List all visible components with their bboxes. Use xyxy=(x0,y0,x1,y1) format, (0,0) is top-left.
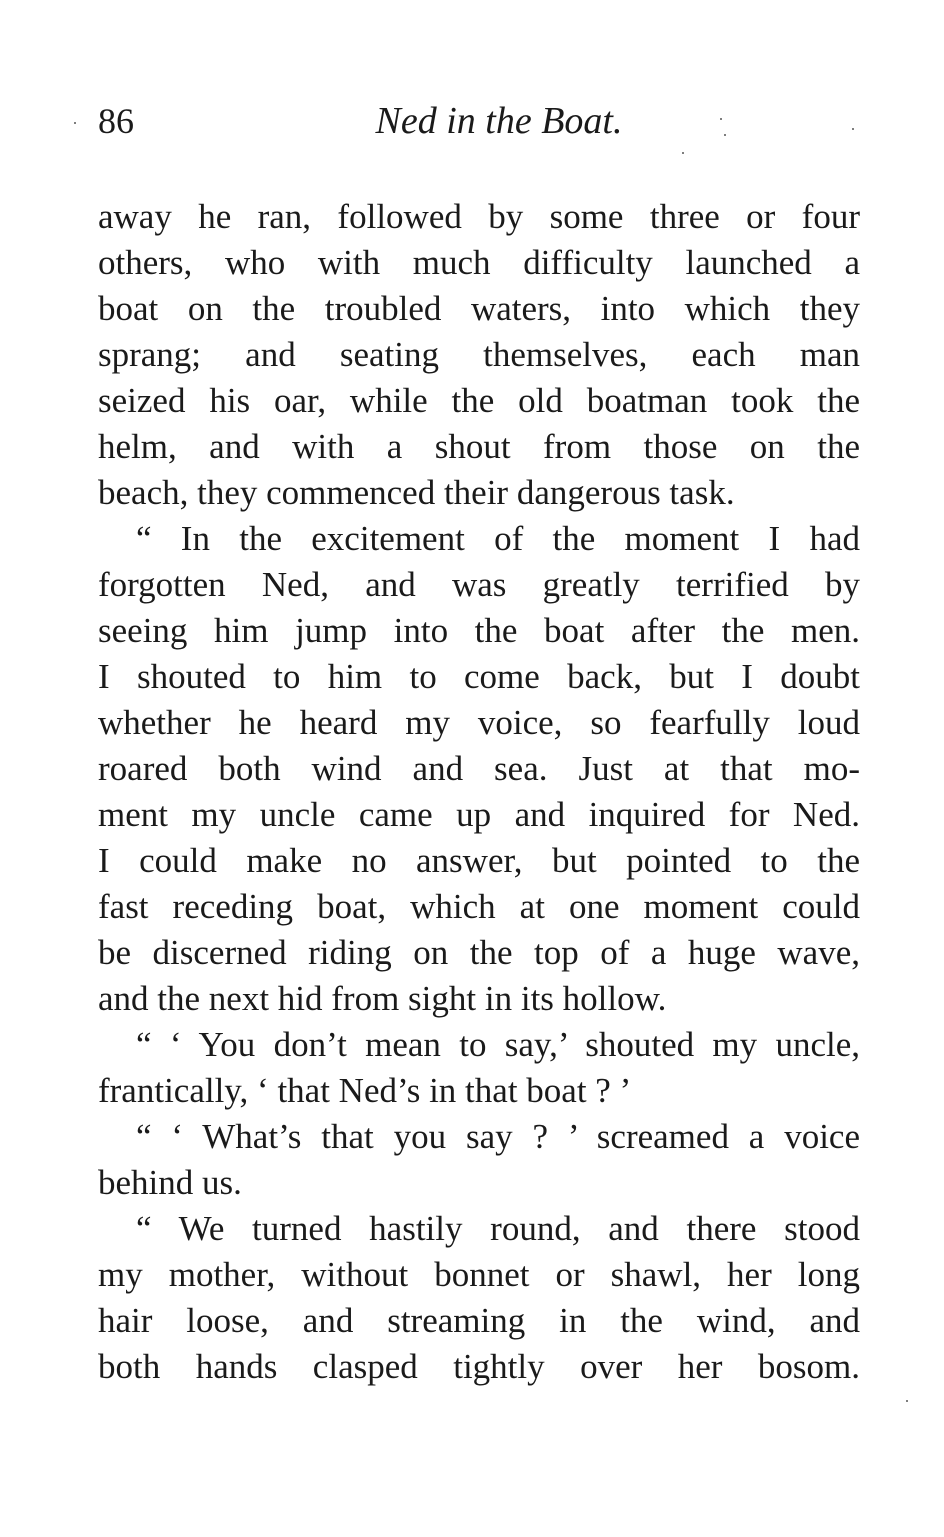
text-line: beach, they commenced their dangerous task. xyxy=(98,473,735,512)
text-line: both hands clasped tightly over her bosom. xyxy=(98,1347,860,1386)
text-line: seeing him jump into the boat after the men. xyxy=(98,611,860,650)
text-line: “ In the excitement of the moment I had xyxy=(136,519,860,558)
text-line: frantically, ‘ that Ned’s in that boat ? ’ xyxy=(98,1071,632,1110)
print-speck xyxy=(682,152,684,154)
text-line: ment my uncle came up and inquired for Ned. xyxy=(98,795,860,834)
text-line: seized his oar, while the old boatman took the xyxy=(98,381,860,420)
text-line: be discerned riding on the top of a huge wave, xyxy=(98,933,860,972)
print-speck xyxy=(906,1400,908,1402)
text-line: forgotten Ned, and was greatly terrified by xyxy=(98,565,860,604)
text-line: roared both wind and sea. Just at that mo- xyxy=(98,749,860,788)
text-line: I could make no answer, but pointed to the xyxy=(98,841,860,880)
text-line: others, who with much difficulty launched a xyxy=(98,243,860,282)
text-line: “ We turned hastily round, and there stood xyxy=(136,1209,860,1248)
text-line: behind us. xyxy=(98,1163,242,1202)
text-line: helm, and with a shout from those on the xyxy=(98,427,860,466)
text-line: whether he heard my voice, so fearfully loud xyxy=(98,703,860,742)
text-line: sprang; and seating themselves, each man xyxy=(98,335,860,374)
print-speck xyxy=(724,134,726,136)
text-line: and the next hid from sight in its hollow. xyxy=(98,979,667,1018)
text-line: “ ‘ What’s that you say ? ’ screamed a voice xyxy=(136,1117,860,1156)
page-number: 86 xyxy=(98,101,134,141)
text-line: my mother, without bonnet or shawl, her long xyxy=(98,1255,860,1294)
text-line: “ ‘ You don’t mean to say,’ shouted my uncle, xyxy=(136,1025,860,1064)
running-title: Ned in the Boat. xyxy=(375,100,623,142)
body-text xyxy=(98,194,860,1390)
print-speck xyxy=(720,118,722,120)
text-line: I shouted to him to come back, but I doubt xyxy=(98,657,860,696)
text-line: away he ran, followed by some three or four xyxy=(98,197,860,236)
text-line: hair loose, and streaming in the wind, and xyxy=(98,1301,860,1340)
print-speck xyxy=(74,122,76,124)
print-speck xyxy=(852,128,854,130)
page-header xyxy=(98,96,860,146)
text-line: fast receding boat, which at one moment could xyxy=(98,887,860,926)
text-line: boat on the troubled waters, into which they xyxy=(98,289,860,328)
